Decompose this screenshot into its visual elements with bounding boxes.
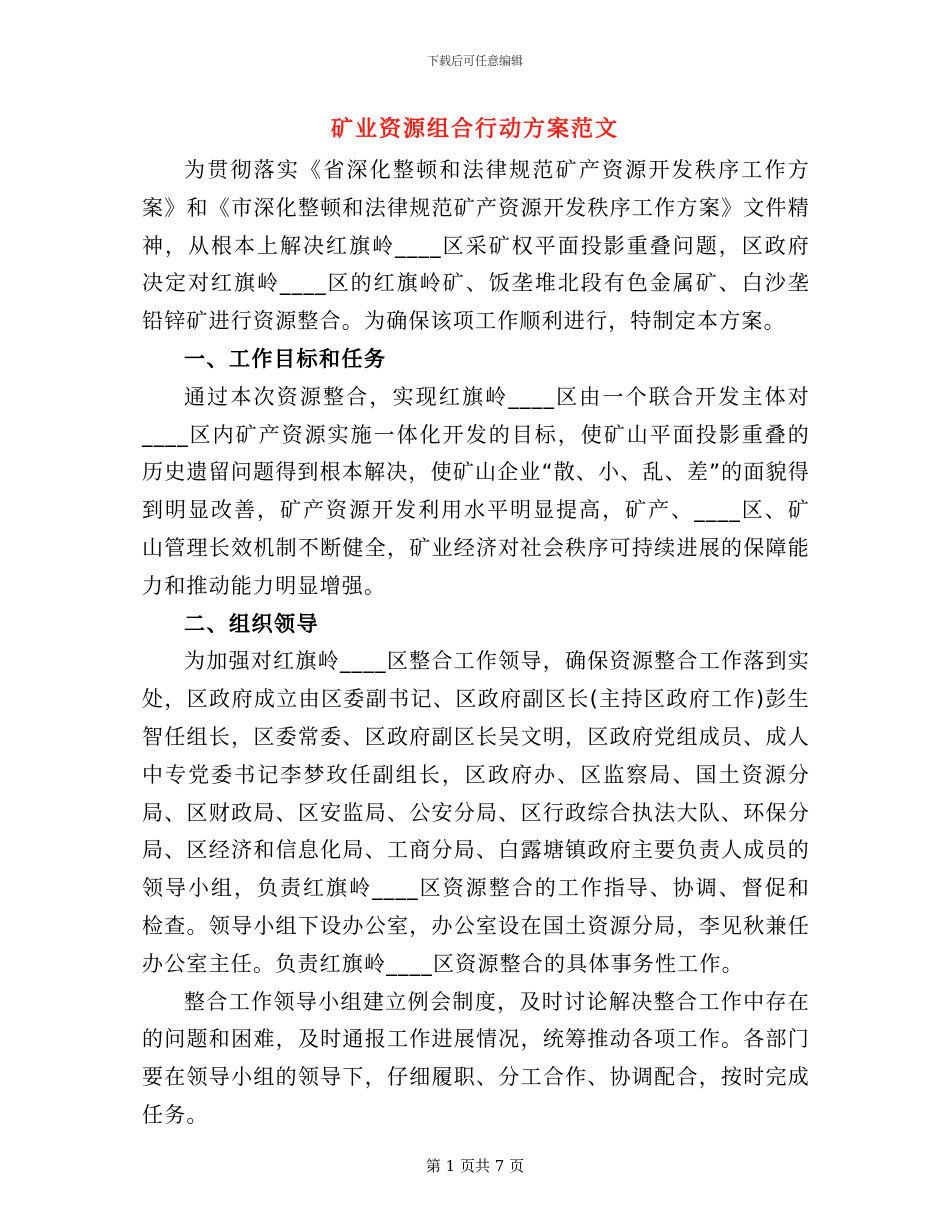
header-note: 下载后可任意编辑: [426, 54, 523, 68]
organization-paragraph: 为加强对红旗岭____区整合工作领导，确保资源整合工作落到实处，区政府成立由区委副书记、区政府副区长(主持区政府工作)彭生智任组长，区委常委、区政府副区长吴文明，区政府党组成员、成人中专党委书记李梦玫任副组长，区政府办、区监察局、国土资源分局、区财政局、区安监局、公安分局、区行政综合执法大队、环保分局、区经济和信息化局、工商分局、白露塘镇政府主要负责人成员的领导小组，负责红旗岭____区资源整合的工作指导、协调、督促和检查。领导小组下设办公室，办公室设在国土资源分局，李见秋兼任办公室主任。负责红旗岭____区资源整合的具体事务性工作。: [142, 649, 810, 976]
intro-paragraph: 为贯彻落实《省深化整顿和法律规范矿产资源开发秩序工作方案》和《市深化整顿和法律规范矿产资源开发秩序工作方案》文件精神，从根本上解决红旗岭____区采矿权平面投影重叠问题，区政府决定对红旗岭____区的红旗岭矿、饭垄堆北段有色金属矿、白沙垄铅锌矿进行资源整合。为确保该项工作顺利进行，特制定本方案。: [142, 158, 810, 334]
section-heading-organization: 二、组织领导: [184, 611, 319, 636]
meeting-system-paragraph: 整合工作领导小组建立例会制度，及时讨论解决整合工作中存在的问题和困难，及时通报工作进展情况，统筹推动各项工作。各部门要在领导小组的领导下，仔细履职、分工合作、协调配合，按时完成任务。: [142, 989, 810, 1127]
document-body: [142, 152, 810, 1135]
section-heading-goals: 一、工作目标和任务: [184, 346, 387, 371]
page-footer: 第 1 页共 7 页: [425, 1157, 525, 1175]
goals-paragraph: 通过本次资源整合，实现红旗岭____区由一个联合开发主体对____区内矿产资源实施一体化开发的目标，使矿山平面投影重叠的历史遗留问题得到根本解决，使矿山企业“散、小、乱、差”的面貌得到明显改善，矿产资源开发利用水平明显提高，矿产、____区、矿山管理长效机制不断健全，矿业经济对社会秩序可持续进展的保障能力和推动能力明显增强。: [142, 384, 810, 598]
document-title: 矿业资源组合行动方案范文: [330, 116, 619, 142]
